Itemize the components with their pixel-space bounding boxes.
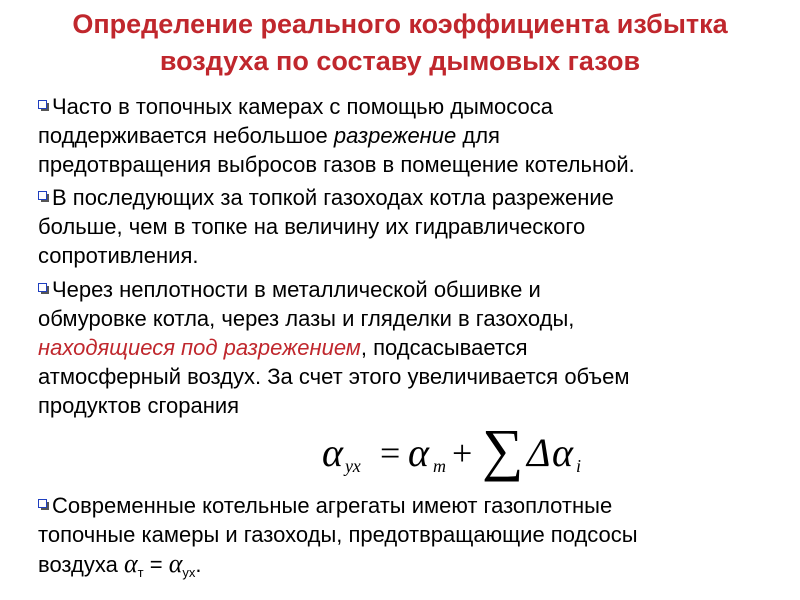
bullet-1-line-2-end: для bbox=[456, 123, 500, 148]
formula-sub-i: i bbox=[576, 456, 582, 476]
bullet-3 bbox=[38, 275, 783, 420]
bullet-3-line-1: Через неплотности в металлической обшивке и bbox=[52, 277, 541, 302]
formula-delta: Δ bbox=[527, 430, 551, 475]
inline-equals: = bbox=[143, 552, 169, 577]
bullet-3-line-3-end: , подсасывается bbox=[360, 335, 528, 360]
bullet-4-line-1: Современные котельные агрегаты имеют газоплотные bbox=[52, 493, 613, 518]
bullet-1-line-1: Часто в топочных камерах с помощью дымососа bbox=[52, 94, 553, 119]
inline-alpha-t: α bbox=[123, 549, 138, 578]
inline-alpha-ux: α bbox=[168, 549, 183, 578]
slide-title bbox=[0, 6, 800, 80]
bullet-1-line-2-text: поддерживается небольшое bbox=[38, 123, 334, 148]
bullet-2-line-2: больше, чем в топке на величину их гидравлического bbox=[38, 214, 586, 239]
formula-alpha-left: α bbox=[322, 430, 343, 475]
formula-sum: ∑ bbox=[482, 417, 524, 482]
inline-sub-t: т bbox=[137, 565, 144, 580]
square-bullet-icon bbox=[38, 100, 50, 115]
bullet-1-emphasis: разрежение bbox=[333, 123, 457, 148]
bullet-3-line-4: атмосферный воздух. За счет этого увеличивается объем bbox=[38, 364, 630, 389]
inline-sub-ux: ух bbox=[182, 565, 196, 580]
bullet-4-line-3-text: воздуха bbox=[38, 552, 124, 577]
bullet-4 bbox=[38, 491, 783, 587]
bullet-3-line-2: обмуровке котла, через лазы и гляделки в газоходы, bbox=[38, 306, 575, 331]
bullet-1-line-3: предотвращения выбросов газов в помещение котельной. bbox=[38, 152, 635, 177]
formula-sub-right: т bbox=[433, 456, 446, 476]
formula-plus: + bbox=[452, 433, 473, 473]
inline-period: . bbox=[195, 552, 202, 577]
square-bullet-icon bbox=[38, 191, 50, 206]
bullet-3-highlight: находящиеся под разрежением bbox=[38, 335, 361, 360]
title-line-1: Определение реального коэффициента избытка bbox=[72, 9, 728, 39]
bullet-2-line-1: В последующих за топкой газоходах котла разрежение bbox=[52, 185, 614, 210]
title-line-2: воздуха по составу дымовых газов bbox=[159, 46, 641, 76]
square-bullet-icon bbox=[38, 499, 50, 514]
bullet-1 bbox=[38, 92, 783, 179]
formula-alpha-right: α bbox=[408, 430, 429, 475]
formula-alpha-i: α bbox=[552, 430, 573, 475]
bullet-2 bbox=[38, 183, 783, 270]
formula-equals: = bbox=[380, 433, 401, 473]
formula-sub-left: ух bbox=[345, 456, 361, 476]
bullet-4-line-2: топочные камеры и газоходы, предотвращающие подсосы bbox=[38, 522, 638, 547]
bullet-2-line-3: сопротивления. bbox=[38, 243, 199, 268]
bullet-3-line-5: продуктов сгорания bbox=[38, 393, 240, 418]
square-bullet-icon bbox=[38, 283, 50, 298]
